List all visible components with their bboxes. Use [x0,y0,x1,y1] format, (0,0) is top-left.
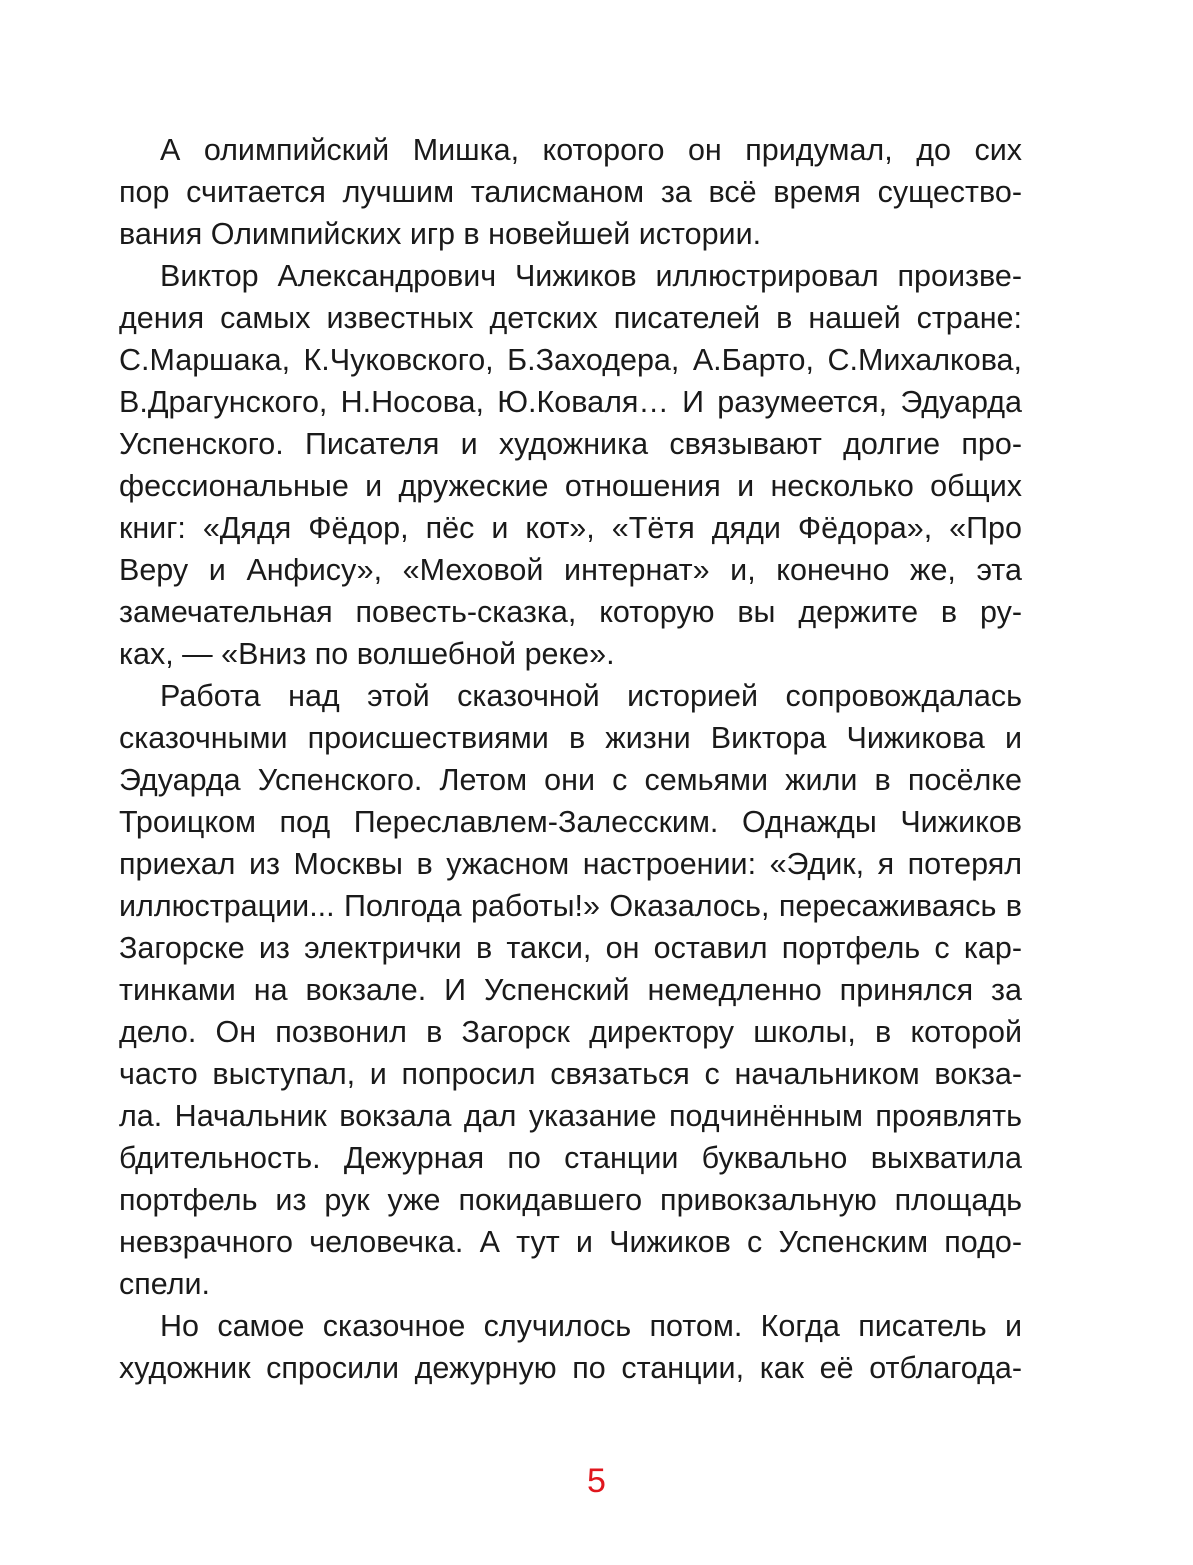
paragraph-3-line-2: сказочными происшествиями в жизни Виктора Чижикова и [119,721,1022,755]
paragraph-3-line-8: тинками на вокзале. И Успенский немедленно принялся за [119,973,1022,1007]
paragraph-3-line-15: спели. [119,1267,211,1301]
paragraph-2-line-8: Веру и Анфису», «Меховой интернат» и, конечно же, эта [119,553,1022,587]
paragraph-3-line-14: невзрачного человечка. А тут и Чижиков с Успенским подо- [119,1225,1022,1259]
paragraph-3-line-12: бдительность. Дежурная по станции буквально выхватила [119,1141,1022,1175]
paragraph-3-line-5: приехал из Москвы в ужасном настроении: «Эдик, я потерял [119,847,1022,881]
page-number: 5 [587,1462,606,1500]
paragraph-4-line-1: Но самое сказочное случилось потом. Когда писатель и [160,1309,1022,1343]
paragraph-2-line-7: книг: «Дядя Фёдор, пёс и кот», «Тётя дяди Фёдора», «Про [119,511,1022,545]
paragraph-3-line-9: дело. Он позвонил в Загорск директору школы, в которой [119,1015,1022,1049]
paragraph-3-line-3: Эдуарда Успенского. Летом они с семьями жили в посёлке [119,763,1022,797]
paragraph-2-line-10: ках, — «Вниз по волшебной реке». [119,637,615,671]
paragraph-2-line-3: С.Маршака, К.Чуковского, Б.Заходера, А.Барто, С.Михалкова, [119,343,1022,377]
body-text [119,129,1022,1389]
paragraph-3-line-7: Загорске из электрички в такси, он оставил портфель с кар- [119,931,1022,965]
paragraph-2-line-6: фессиональные и дружеские отношения и несколько общих [119,469,1022,503]
paragraph-3-line-4: Троицком под Переславлем-Залесским. Однажды Чижиков [119,805,1022,839]
paragraph-3-line-10: часто выступал, и попросил связаться с начальником вокза- [119,1057,1022,1091]
paragraph-3-line-11: ла. Начальник вокзала дал указание подчинённым проявлять [119,1099,1022,1133]
paragraph-2-line-9: замечательная повесть-сказка, которую вы держите в ру- [119,595,1022,629]
paragraph-2-line-4: В.Драгунского, Н.Носова, Ю.Коваля… И разумеется, Эдуарда [119,385,1022,419]
paragraph-1-line-2: пор считается лучшим талисманом за всё время существо- [119,175,1022,209]
paragraph-3-line-13: портфель из рук уже покидавшего привокзальную площадь [119,1183,1022,1217]
paragraph-3-line-6: иллюстрации... Полгода работы!» Оказалось, пересаживаясь в [119,889,1022,923]
paragraph-1-line-1: А олимпийский Мишка, которого он придумал, до сих [160,133,1022,167]
paragraph-1-line-3: вания Олимпийских игр в новейшей истории. [119,217,762,251]
paragraph-2-line-1: Виктор Александрович Чижиков иллюстрировал произве- [160,259,1022,293]
paragraph-2-line-5: Успенского. Писателя и художника связывают долгие про- [119,427,1022,461]
paragraph-4-line-2: художник спросили дежурную по станции, как её отблагода- [119,1351,1022,1385]
paragraph-3-line-1: Работа над этой сказочной историей сопровождалась [160,679,1022,713]
paragraph-2-line-2: дения самых известных детских писателей в нашей стране: [119,301,1022,335]
